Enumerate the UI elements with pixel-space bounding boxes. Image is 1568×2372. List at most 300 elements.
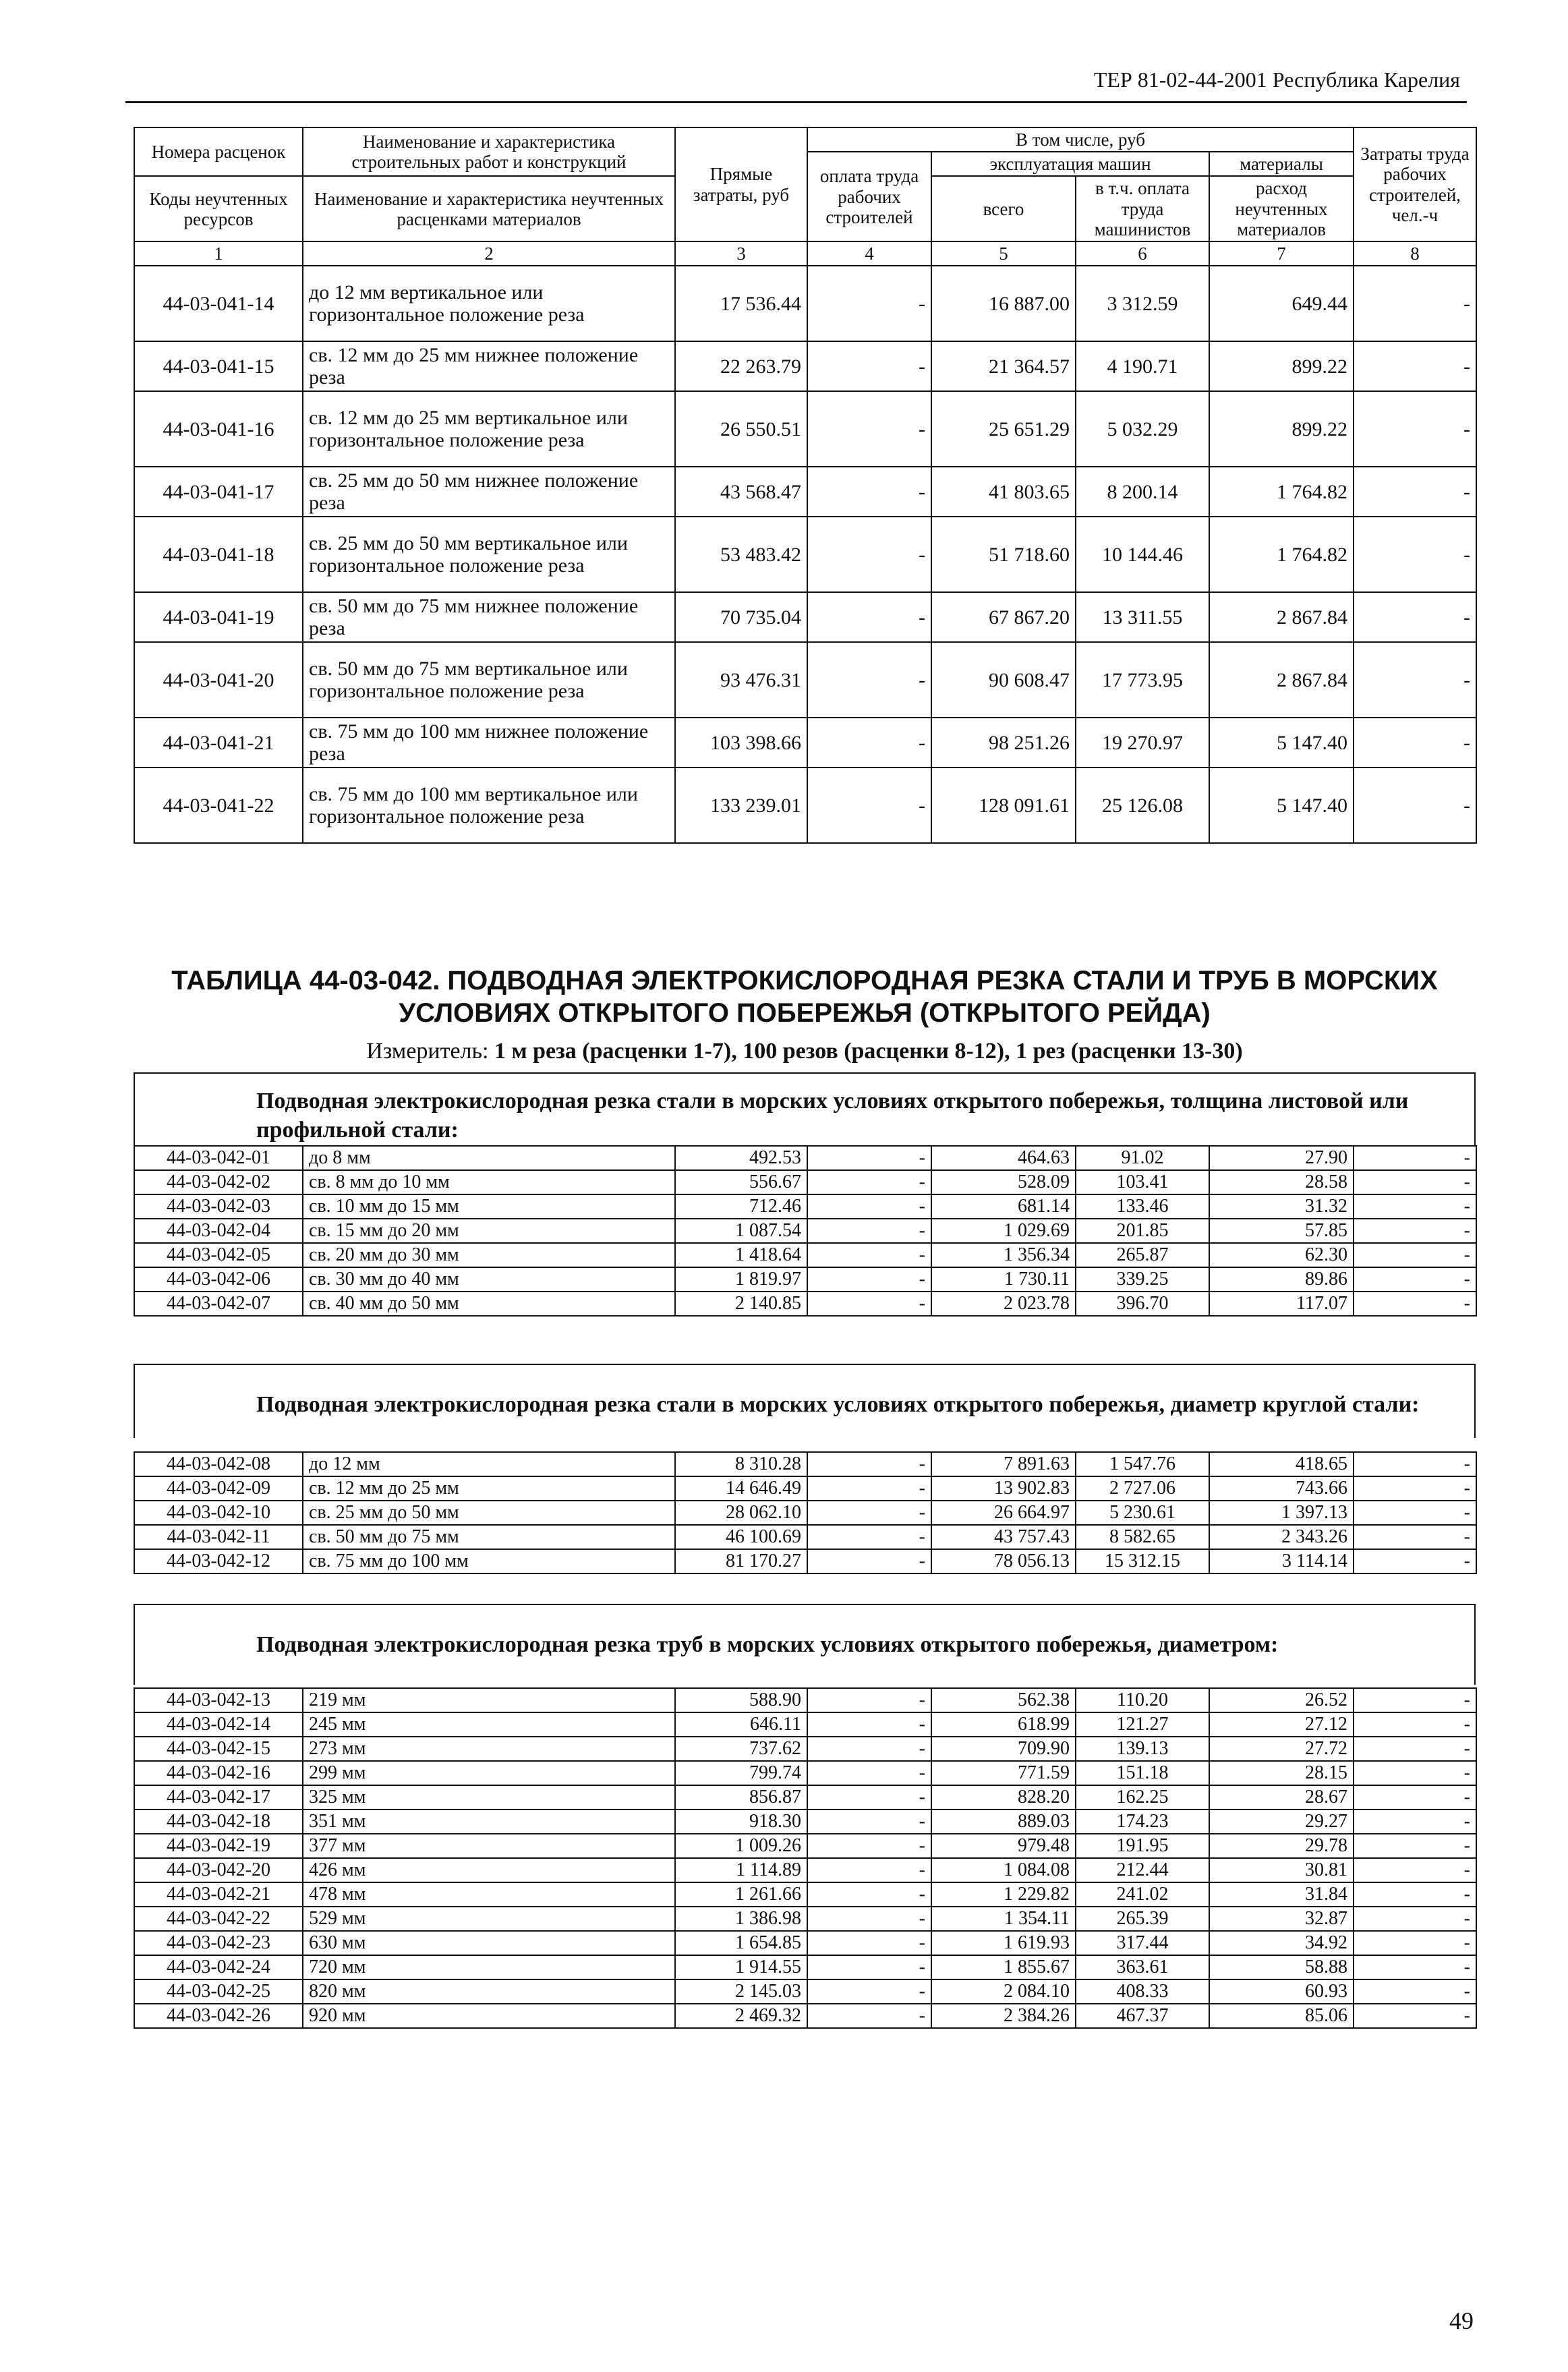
wages-value: - xyxy=(807,1858,931,1882)
table-row xyxy=(134,1194,1476,1219)
table-row xyxy=(134,768,1476,843)
machines-total-value: 562.38 xyxy=(931,1688,1076,1712)
header-name-bottom: Наименование и характеристика неучтенных расценками материалов xyxy=(303,176,675,241)
direct-costs-value: 93 476.31 xyxy=(675,642,807,718)
machines-total-value: 25 651.29 xyxy=(931,391,1076,467)
materials-value: 29.27 xyxy=(1209,1810,1354,1834)
column-number: 7 xyxy=(1209,241,1354,266)
materials-value: 5 147.40 xyxy=(1209,718,1354,768)
machines-wages-value: 10 144.46 xyxy=(1076,517,1209,592)
materials-value: 2 867.84 xyxy=(1209,642,1354,718)
table-row xyxy=(134,1146,1476,1170)
table-row xyxy=(134,1785,1476,1810)
machines-total-value: 1 855.67 xyxy=(931,1955,1076,1979)
table-row xyxy=(134,1737,1476,1761)
table-row xyxy=(134,1219,1476,1243)
materials-value: 743.66 xyxy=(1209,1476,1354,1501)
table-row xyxy=(134,1476,1476,1501)
machines-total-value: 16 887.00 xyxy=(931,266,1076,341)
machines-total-value: 1 354.11 xyxy=(931,1907,1076,1931)
rate-name: св. 40 мм до 50 мм xyxy=(303,1292,675,1316)
labor-value: - xyxy=(1354,1170,1476,1194)
section-heading-text: Подводная электрокислородная резка труб в морских условиях открытого побережья, диаметром: xyxy=(256,1632,1279,1657)
direct-costs-value: 8 310.28 xyxy=(675,1452,807,1476)
direct-costs-value: 588.90 xyxy=(675,1688,807,1712)
wages-value: - xyxy=(807,1452,931,1476)
materials-value: 2 867.84 xyxy=(1209,592,1354,642)
rate-name: 630 мм xyxy=(303,1931,675,1955)
direct-costs-value: 2 140.85 xyxy=(675,1292,807,1316)
machines-total-value: 90 608.47 xyxy=(931,642,1076,718)
machines-total-value: 51 718.60 xyxy=(931,517,1076,592)
machines-total-value: 1 029.69 xyxy=(931,1219,1076,1243)
rate-code: 44-03-042-06 xyxy=(134,1267,303,1292)
wages-value: - xyxy=(807,467,931,517)
table-title xyxy=(134,964,1476,1029)
direct-costs-value: 1 418.64 xyxy=(675,1243,807,1267)
machines-total-value: 1 356.34 xyxy=(931,1243,1076,1267)
header-code-bottom: Коды неучтенных ресурсов xyxy=(134,176,303,241)
machines-total-value: 828.20 xyxy=(931,1785,1076,1810)
machines-wages-value: 3 312.59 xyxy=(1076,266,1209,341)
rate-name: 920 мм xyxy=(303,2004,675,2028)
materials-value: 30.81 xyxy=(1209,1858,1354,1882)
direct-costs-value: 799.74 xyxy=(675,1761,807,1785)
rate-code: 44-03-042-21 xyxy=(134,1882,303,1907)
rate-code: 44-03-042-14 xyxy=(134,1712,303,1737)
wages-value: - xyxy=(807,1501,931,1525)
rate-name: 351 мм xyxy=(303,1810,675,1834)
rate-code: 44-03-042-13 xyxy=(134,1688,303,1712)
materials-value: 28.67 xyxy=(1209,1785,1354,1810)
materials-value: 1 397.13 xyxy=(1209,1501,1354,1525)
labor-value: - xyxy=(1354,2004,1476,2028)
wages-value: - xyxy=(807,642,931,718)
column-number: 6 xyxy=(1076,241,1209,266)
machines-wages-value: 4 190.71 xyxy=(1076,341,1209,391)
wages-value: - xyxy=(807,1712,931,1737)
rate-code: 44-03-041-15 xyxy=(134,341,303,391)
labor-value: - xyxy=(1354,1810,1476,1834)
labor-value: - xyxy=(1354,1761,1476,1785)
machines-wages-value: 133.46 xyxy=(1076,1194,1209,1219)
machines-wages-value: 317.44 xyxy=(1076,1931,1209,1955)
wages-value: - xyxy=(807,1761,931,1785)
labor-value: - xyxy=(1354,341,1476,391)
machines-wages-value: 19 270.97 xyxy=(1076,718,1209,768)
rate-name: св. 50 мм до 75 мм нижнее положение реза xyxy=(303,592,675,642)
direct-costs-value: 492.53 xyxy=(675,1146,807,1170)
labor-value: - xyxy=(1354,1146,1476,1170)
rate-code: 44-03-042-08 xyxy=(134,1452,303,1476)
header-rule xyxy=(125,101,1467,103)
wages-value: - xyxy=(807,1882,931,1907)
rate-code: 44-03-041-20 xyxy=(134,642,303,718)
machines-total-value: 681.14 xyxy=(931,1194,1076,1219)
rate-code: 44-03-042-23 xyxy=(134,1931,303,1955)
table-row xyxy=(134,1688,1476,1712)
wages-value: - xyxy=(807,592,931,642)
labor-value: - xyxy=(1354,1979,1476,2004)
labor-value: - xyxy=(1354,1858,1476,1882)
direct-costs-value: 53 483.42 xyxy=(675,517,807,592)
rate-name: до 8 мм xyxy=(303,1146,675,1170)
table-row xyxy=(134,1452,1476,1476)
wages-value: - xyxy=(807,341,931,391)
wages-value: - xyxy=(807,1292,931,1316)
machines-wages-value: 17 773.95 xyxy=(1076,642,1209,718)
header-machines-wages: в т.ч. оплата труда машинистов xyxy=(1076,176,1209,241)
table-row xyxy=(134,1292,1476,1316)
header-name-top: Наименование и характеристика строительных работ и конструкций xyxy=(303,127,675,176)
machines-wages-value: 8 582.65 xyxy=(1076,1525,1209,1549)
direct-costs-value: 2 145.03 xyxy=(675,1979,807,2004)
machines-total-value: 1 619.93 xyxy=(931,1931,1076,1955)
direct-costs-value: 43 568.47 xyxy=(675,467,807,517)
labor-value: - xyxy=(1354,467,1476,517)
labor-value: - xyxy=(1354,1712,1476,1737)
direct-costs-value: 103 398.66 xyxy=(675,718,807,768)
labor-value: - xyxy=(1354,1882,1476,1907)
machines-total-value: 78 056.13 xyxy=(931,1549,1076,1573)
direct-costs-value: 17 536.44 xyxy=(675,266,807,341)
rate-name: св. 75 мм до 100 мм xyxy=(303,1549,675,1573)
direct-costs-value: 556.67 xyxy=(675,1170,807,1194)
direct-costs-value: 1 114.89 xyxy=(675,1858,807,1882)
rate-code: 44-03-042-04 xyxy=(134,1219,303,1243)
materials-value: 117.07 xyxy=(1209,1292,1354,1316)
wages-value: - xyxy=(807,768,931,843)
rate-name: 219 мм xyxy=(303,1688,675,1712)
rate-name: св. 20 мм до 30 мм xyxy=(303,1243,675,1267)
labor-value: - xyxy=(1354,1476,1476,1501)
machines-wages-value: 151.18 xyxy=(1076,1761,1209,1785)
machines-total-value: 26 664.97 xyxy=(931,1501,1076,1525)
rate-code: 44-03-042-19 xyxy=(134,1834,303,1858)
rate-name: св. 10 мм до 15 мм xyxy=(303,1194,675,1219)
rate-code: 44-03-042-02 xyxy=(134,1170,303,1194)
rate-code: 44-03-042-15 xyxy=(134,1737,303,1761)
wages-value: - xyxy=(807,1243,931,1267)
machines-total-value: 1 730.11 xyxy=(931,1267,1076,1292)
materials-value: 1 764.82 xyxy=(1209,467,1354,517)
machines-total-value: 41 803.65 xyxy=(931,467,1076,517)
machines-wages-value: 110.20 xyxy=(1076,1688,1209,1712)
table-title-line: УСЛОВИЯХ ОТКРЫТОГО ПОБЕРЕЖЬЯ (ОТКРЫТОГО РЕЙДА) xyxy=(399,998,1211,1028)
machines-wages-value: 2 727.06 xyxy=(1076,1476,1209,1501)
direct-costs-value: 28 062.10 xyxy=(675,1501,807,1525)
materials-value: 899.22 xyxy=(1209,391,1354,467)
wages-value: - xyxy=(807,266,931,341)
rate-code: 44-03-041-19 xyxy=(134,592,303,642)
table-row xyxy=(134,1712,1476,1737)
machines-total-value: 464.63 xyxy=(931,1146,1076,1170)
table-row xyxy=(134,1761,1476,1785)
table-row xyxy=(134,2004,1476,2028)
rate-name: св. 50 мм до 75 мм xyxy=(303,1525,675,1549)
rate-name: 820 мм xyxy=(303,1979,675,2004)
labor-value: - xyxy=(1354,592,1476,642)
machines-wages-value: 25 126.08 xyxy=(1076,768,1209,843)
wages-value: - xyxy=(807,1549,931,1573)
materials-value: 26.52 xyxy=(1209,1688,1354,1712)
column-number: 2 xyxy=(303,241,675,266)
table-row xyxy=(134,391,1476,467)
direct-costs-value: 1 819.97 xyxy=(675,1267,807,1292)
table-row xyxy=(134,1549,1476,1573)
machines-wages-value: 139.13 xyxy=(1076,1737,1209,1761)
rate-code: 44-03-041-22 xyxy=(134,768,303,843)
column-number: 1 xyxy=(134,241,303,266)
rates-table-pipes xyxy=(134,1687,1477,2029)
materials-value: 5 147.40 xyxy=(1209,768,1354,843)
wages-value: - xyxy=(807,2004,931,2028)
materials-value: 85.06 xyxy=(1209,2004,1354,2028)
machines-total-value: 21 364.57 xyxy=(931,341,1076,391)
rate-name: до 12 мм xyxy=(303,1452,675,1476)
rate-name: св. 25 мм до 50 мм вертикальное или горизонтальное положение реза xyxy=(303,517,675,592)
machines-wages-value: 91.02 xyxy=(1076,1146,1209,1170)
header-wages: оплата труда рабочих строителей xyxy=(807,152,931,241)
machines-wages-value: 265.87 xyxy=(1076,1243,1209,1267)
header-materials-unaccounted: расход неучтенных материалов xyxy=(1209,176,1354,241)
materials-value: 31.32 xyxy=(1209,1194,1354,1219)
machines-wages-value: 13 311.55 xyxy=(1076,592,1209,642)
materials-value: 89.86 xyxy=(1209,1267,1354,1292)
rate-name: 245 мм xyxy=(303,1712,675,1737)
rate-name: 529 мм xyxy=(303,1907,675,1931)
section-heading xyxy=(134,1364,1476,1438)
materials-value: 32.87 xyxy=(1209,1907,1354,1931)
table-row xyxy=(134,1525,1476,1549)
rate-code: 44-03-041-14 xyxy=(134,266,303,341)
wages-value: - xyxy=(807,1931,931,1955)
direct-costs-value: 1 261.66 xyxy=(675,1882,807,1907)
rates-table-steel-thickness xyxy=(134,1145,1477,1317)
materials-value: 27.12 xyxy=(1209,1712,1354,1737)
machines-total-value: 98 251.26 xyxy=(931,718,1076,768)
direct-costs-value: 81 170.27 xyxy=(675,1549,807,1573)
machines-wages-value: 5 230.61 xyxy=(1076,1501,1209,1525)
rate-name: св. 75 мм до 100 мм вертикальное или горизонтальное положение реза xyxy=(303,768,675,843)
rate-code: 44-03-042-24 xyxy=(134,1955,303,1979)
rate-name: св. 30 мм до 40 мм xyxy=(303,1267,675,1292)
machines-wages-value: 162.25 xyxy=(1076,1785,1209,1810)
rate-code: 44-03-042-10 xyxy=(134,1501,303,1525)
materials-value: 27.72 xyxy=(1209,1737,1354,1761)
wages-value: - xyxy=(807,1979,931,2004)
wages-value: - xyxy=(807,1525,931,1549)
labor-value: - xyxy=(1354,1785,1476,1810)
header-machines-total: всего xyxy=(931,176,1076,241)
direct-costs-value: 646.11 xyxy=(675,1712,807,1737)
wages-value: - xyxy=(807,1907,931,1931)
direct-costs-value: 22 263.79 xyxy=(675,341,807,391)
machines-wages-value: 191.95 xyxy=(1076,1834,1209,1858)
rate-name: св. 12 мм до 25 мм вертикальное или горизонтальное положение реза xyxy=(303,391,675,467)
table-row xyxy=(134,1170,1476,1194)
machines-total-value: 67 867.20 xyxy=(931,592,1076,642)
direct-costs-value: 1 914.55 xyxy=(675,1955,807,1979)
table-row xyxy=(134,1931,1476,1955)
materials-value: 58.88 xyxy=(1209,1955,1354,1979)
rate-name: св. 75 мм до 100 мм нижнее положение реза xyxy=(303,718,675,768)
rate-code: 44-03-042-25 xyxy=(134,1979,303,2004)
header-including-group: В том числе, руб xyxy=(807,127,1354,152)
direct-costs-value: 1 654.85 xyxy=(675,1931,807,1955)
machines-total-value: 2 084.10 xyxy=(931,1979,1076,2004)
machines-total-value: 43 757.43 xyxy=(931,1525,1076,1549)
direct-costs-value: 856.87 xyxy=(675,1785,807,1810)
rate-name: св. 15 мм до 20 мм xyxy=(303,1219,675,1243)
wages-value: - xyxy=(807,1219,931,1243)
section-heading-text: Подводная электрокислородная резка стали в морских условиях открытого побережья, толщина листовой или профильной стали: xyxy=(256,1089,1409,1142)
machines-total-value: 889.03 xyxy=(931,1810,1076,1834)
rate-code: 44-03-042-12 xyxy=(134,1549,303,1573)
machines-wages-value: 103.41 xyxy=(1076,1170,1209,1194)
labor-value: - xyxy=(1354,642,1476,718)
labor-value: - xyxy=(1354,517,1476,592)
machines-wages-value: 241.02 xyxy=(1076,1882,1209,1907)
rate-code: 44-03-042-26 xyxy=(134,2004,303,2028)
wages-value: - xyxy=(807,1785,931,1810)
rate-name: св. 8 мм до 10 мм xyxy=(303,1170,675,1194)
direct-costs-value: 1 386.98 xyxy=(675,1907,807,1931)
machines-total-value: 1 084.08 xyxy=(931,1858,1076,1882)
machines-total-value: 709.90 xyxy=(931,1737,1076,1761)
section-heading-text: Подводная электрокислородная резка стали в морских условиях открытого побережья, диаметр круглой стали: xyxy=(256,1392,1420,1417)
table-row xyxy=(134,1979,1476,2004)
materials-value: 418.65 xyxy=(1209,1452,1354,1476)
machines-wages-value: 121.27 xyxy=(1076,1712,1209,1737)
table-row xyxy=(134,592,1476,642)
running-title: ТЕР 81-02-44-2001 Республика Карелия xyxy=(1093,67,1460,92)
materials-value: 62.30 xyxy=(1209,1243,1354,1267)
labor-value: - xyxy=(1354,1931,1476,1955)
materials-value: 28.58 xyxy=(1209,1170,1354,1194)
table-row xyxy=(134,1907,1476,1931)
wages-value: - xyxy=(807,1834,931,1858)
machines-wages-value: 408.33 xyxy=(1076,1979,1209,2004)
rate-name: св. 50 мм до 75 мм вертикальное или горизонтальное положение реза xyxy=(303,642,675,718)
materials-value: 28.15 xyxy=(1209,1761,1354,1785)
materials-value: 34.92 xyxy=(1209,1931,1354,1955)
labor-value: - xyxy=(1354,1525,1476,1549)
direct-costs-value: 2 469.32 xyxy=(675,2004,807,2028)
table-row xyxy=(134,1834,1476,1858)
machines-total-value: 979.48 xyxy=(931,1834,1076,1858)
machines-wages-value: 467.37 xyxy=(1076,2004,1209,2028)
machines-wages-value: 8 200.14 xyxy=(1076,467,1209,517)
column-number: 5 xyxy=(931,241,1076,266)
direct-costs-value: 737.62 xyxy=(675,1737,807,1761)
materials-value: 899.22 xyxy=(1209,341,1354,391)
table-row xyxy=(134,1810,1476,1834)
rate-name: 720 мм xyxy=(303,1955,675,1979)
machines-total-value: 2 023.78 xyxy=(931,1292,1076,1316)
machines-total-value: 13 902.83 xyxy=(931,1476,1076,1501)
machines-wages-value: 265.39 xyxy=(1076,1907,1209,1931)
wages-value: - xyxy=(807,1170,931,1194)
machines-wages-value: 212.44 xyxy=(1076,1858,1209,1882)
labor-value: - xyxy=(1354,1737,1476,1761)
materials-value: 27.90 xyxy=(1209,1146,1354,1170)
meter-line xyxy=(134,1039,1476,1064)
labor-value: - xyxy=(1354,391,1476,467)
labor-value: - xyxy=(1354,1907,1476,1931)
direct-costs-value: 1 009.26 xyxy=(675,1834,807,1858)
meter-value: 1 м реза (расценки 1-7), 100 резов (расценки 8-12), 1 рез (расценки 13-30) xyxy=(494,1039,1243,1064)
rates-table-round-steel xyxy=(134,1451,1477,1574)
wages-value: - xyxy=(807,1476,931,1501)
machines-total-value: 1 229.82 xyxy=(931,1882,1076,1907)
wages-value: - xyxy=(807,718,931,768)
direct-costs-value: 712.46 xyxy=(675,1194,807,1219)
rate-name: св. 12 мм до 25 мм нижнее положение реза xyxy=(303,341,675,391)
header-code-top: Номера расценок xyxy=(134,127,303,176)
machines-total-value: 771.59 xyxy=(931,1761,1076,1785)
labor-value: - xyxy=(1354,768,1476,843)
section-heading xyxy=(134,1072,1476,1147)
labor-value: - xyxy=(1354,1292,1476,1316)
labor-value: - xyxy=(1354,1267,1476,1292)
direct-costs-value: 26 550.51 xyxy=(675,391,807,467)
rate-name: до 12 мм вертикальное или горизонтальное положение реза xyxy=(303,266,675,341)
wages-value: - xyxy=(807,1737,931,1761)
direct-costs-value: 1 087.54 xyxy=(675,1219,807,1243)
direct-costs-value: 133 239.01 xyxy=(675,768,807,843)
labor-value: - xyxy=(1354,1219,1476,1243)
table-row xyxy=(134,1882,1476,1907)
labor-value: - xyxy=(1354,266,1476,341)
machines-total-value: 618.99 xyxy=(931,1712,1076,1737)
rate-name: 273 мм xyxy=(303,1737,675,1761)
rate-code: 44-03-041-21 xyxy=(134,718,303,768)
machines-total-value: 2 384.26 xyxy=(931,2004,1076,2028)
labor-value: - xyxy=(1354,1955,1476,1979)
rate-code: 44-03-042-03 xyxy=(134,1194,303,1219)
table-row xyxy=(134,1243,1476,1267)
table-title-line: ТАБЛИЦА 44-03-042. ПОДВОДНАЯ ЭЛЕКТРОКИСЛОРОДНАЯ РЕЗКА СТАЛИ И ТРУБ В МОРСКИХ xyxy=(171,966,1438,995)
rate-name: 426 мм xyxy=(303,1858,675,1882)
rate-code: 44-03-042-11 xyxy=(134,1525,303,1549)
rate-code: 44-03-042-20 xyxy=(134,1858,303,1882)
labor-value: - xyxy=(1354,1501,1476,1525)
rate-code: 44-03-041-17 xyxy=(134,467,303,517)
rate-code: 44-03-042-16 xyxy=(134,1761,303,1785)
wages-value: - xyxy=(807,1810,931,1834)
machines-wages-value: 174.23 xyxy=(1076,1810,1209,1834)
machines-total-value: 7 891.63 xyxy=(931,1452,1076,1476)
machines-wages-value: 363.61 xyxy=(1076,1955,1209,1979)
machines-wages-value: 5 032.29 xyxy=(1076,391,1209,467)
rate-name: 478 мм xyxy=(303,1882,675,1907)
column-number: 3 xyxy=(675,241,807,266)
header-labor-costs: Затраты труда рабочих строителей, чел.-ч xyxy=(1354,127,1476,241)
labor-value: - xyxy=(1354,1549,1476,1573)
table-row xyxy=(134,1955,1476,1979)
table-row xyxy=(134,1267,1476,1292)
machines-wages-value: 396.70 xyxy=(1076,1292,1209,1316)
rates-table-041 xyxy=(134,127,1477,844)
labor-value: - xyxy=(1354,718,1476,768)
rate-name: св. 12 мм до 25 мм xyxy=(303,1476,675,1501)
rate-code: 44-03-042-01 xyxy=(134,1146,303,1170)
labor-value: - xyxy=(1354,1194,1476,1219)
materials-value: 31.84 xyxy=(1209,1882,1354,1907)
wages-value: - xyxy=(807,1194,931,1219)
machines-total-value: 128 091.61 xyxy=(931,768,1076,843)
